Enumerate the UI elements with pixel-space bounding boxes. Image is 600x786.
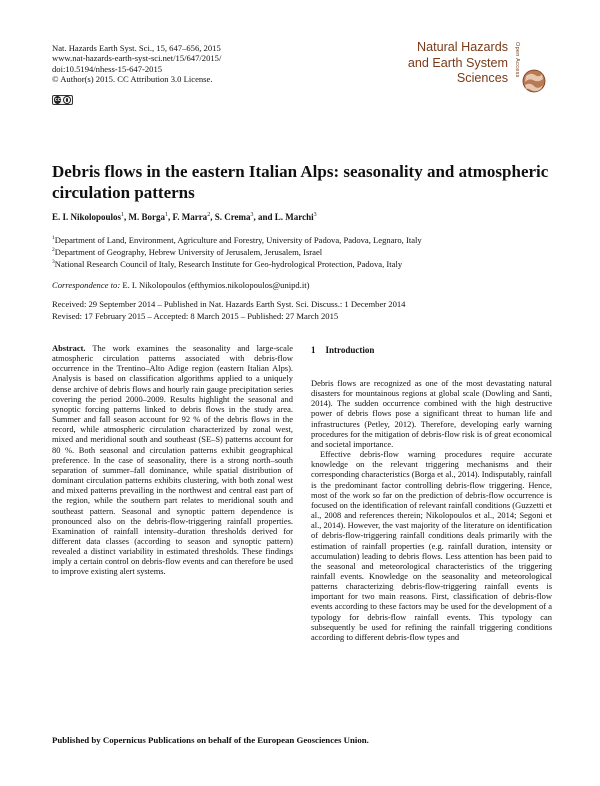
paper-title bbox=[52, 162, 552, 203]
author-separator: , bbox=[210, 212, 215, 222]
affiliation-number: 3 bbox=[52, 259, 55, 266]
attribution-icon bbox=[63, 96, 71, 104]
journal-name-line1: Natural Hazards bbox=[417, 40, 508, 54]
author-name: S. Crema bbox=[214, 212, 251, 222]
journal-logo bbox=[390, 40, 550, 100]
author-name: M. Borga bbox=[128, 212, 166, 222]
copyright: © Author(s) 2015. CC Attribution 3.0 License. bbox=[52, 74, 213, 85]
publisher-footer: Published by Copernicus Publications on behalf of the European Geosciences Union. bbox=[52, 735, 369, 745]
cc-icon: cc bbox=[54, 97, 61, 103]
doi[interactable]: doi:10.5194/nhess-15-647-2015 bbox=[52, 63, 163, 74]
affiliation-3 bbox=[52, 259, 402, 269]
correspondence bbox=[52, 280, 310, 290]
affiliation-number: 1 bbox=[52, 235, 55, 242]
header-info bbox=[52, 43, 221, 85]
affiliation-2 bbox=[52, 247, 322, 257]
globe-icon bbox=[521, 64, 547, 98]
author-affiliation-number: 1 bbox=[165, 212, 169, 218]
section-heading-introduction bbox=[311, 345, 374, 355]
affiliation-text: National Research Council of Italy, Research Institute for Geo-hydrological Protection, Padova, Italy bbox=[54, 259, 403, 269]
dates-line1: Received: 29 September 2014 – Published in Nat. Hazards Earth Syst. Sci. Discuss.: 1 December 2014 bbox=[52, 299, 406, 309]
paper-title-line2: circulation patterns bbox=[52, 182, 195, 202]
introduction-paragraph-2: Effective debris-flow warning procedures require accurate knowledge on the relevant triggering mechanisms and their corresponding characteristics (Borga et al., 2014). Indisputably, rainfall is the predominant factor controlling debris-flow triggering. Hence, most of the work so far on the prediction of debris-flow occurrence is focused on the identification of relevant rainfall conditions (Guzzetti et al., 2008 and references therein; Nikolopoulos et al., 2014; Segoni et al., 2014). However, the vast majority of the literature on identification of debris-flow-triggering rainfall conditions deals primarily with the estimation of rainfall properties (e.g. rainfall duration, intensity or accumulation) leading to debris flows. Less attention has been paid to the seasonal and meteorological characteristics of the triggering rainfall events. Knowledge on the seasonality and meteorological patterns characterizing debris-flow-triggering rainfall events is important for two main reasons. First, classification of debris-flow events according to these factors may be used for the development of a typology for debris-flow rainfall events. This typology can subsequently be used for refining the rainfall triggering conditions according to different debris-flow types and bbox=[311, 449, 552, 642]
journal-name-line3: Sciences bbox=[456, 71, 508, 86]
author-separator: , and bbox=[253, 212, 275, 222]
author-affiliation-number: 3 bbox=[313, 212, 317, 218]
journal-name-line2: and Earth System bbox=[407, 55, 508, 70]
abstract-label: Abstract. bbox=[52, 343, 86, 353]
open-access-label: Open Access bbox=[514, 42, 520, 78]
section-number: 1 bbox=[311, 345, 316, 355]
citation: Nat. Hazards Earth Syst. Sci., 15, 647–656, 2015 bbox=[52, 43, 221, 53]
author-name: L. Marchi bbox=[274, 212, 314, 222]
affiliation-1 bbox=[52, 235, 422, 245]
abstract-text: The work examines the seasonality and large-scale atmospheric circulation patterns associated with debris-flow occurrence in the Trentino–Alto Adige region (eastern Italian Alps). Analysis is based on classification algorithms applied to a uniquely dense archive of debris flows and hourly rain gauge precipitation series covering the period 2000–2009. Results highlight the seasonal and synoptic forcing patterns linked to debris flows in the study area. Summer and fall season account for 92 % of the debris flows in the record, while atmospheric circulation characterized by zonal west, mixed and meridional south and southeast (SE–S) patterns account for 80 %. Both seasonal and circulation patterns exhibit geographical preference. In the case of seasonality, there is a strong north–south separation of summer–fall dominance, while spatial distribution of dominant circulation patterns exhibits clustering, with both zonal west and mixed patterns prevailing in the northwest and central east part of the region, while the southern part relates to meridional south and southeast pattern. Seasonal and synoptic pattern dependence is pronounced also on the debris-flow-triggering rainfall properties. Examination of rainfall intensity–duration thresholds derived for different data classes (according to season and synoptic pattern) revealed a distinct variability in estimated thresholds. These findings imply a certain control on debris-flow events and can therefore be used to improve existing alert systems. bbox=[52, 343, 293, 577]
publication-dates bbox=[52, 298, 405, 322]
affiliation-number: 2 bbox=[52, 247, 55, 254]
paper-title-line1: Debris flows in the eastern Italian Alps: seasonality and atmospheric bbox=[52, 162, 549, 181]
affiliation-text: Department of Land, Environment, Agriculture and Forestry, University of Padova, Padova, Legnaro, Italy bbox=[54, 235, 422, 245]
correspondence-text[interactable]: E. I. Nikolopoulos (efthymios.nikolopoulos@unipd.it) bbox=[120, 280, 310, 290]
introduction-text bbox=[311, 378, 552, 642]
author-affiliation-number: 2 bbox=[207, 212, 211, 218]
author-affiliation-number: 1 bbox=[121, 212, 125, 218]
author-affiliation-number: 3 bbox=[250, 212, 254, 218]
author-separator: , bbox=[124, 212, 129, 222]
section-title: Introduction bbox=[325, 345, 375, 355]
author-name: E. I. Nikolopoulos bbox=[52, 212, 122, 222]
author-name: F. Marra bbox=[172, 212, 208, 222]
author-list bbox=[52, 212, 317, 222]
affiliation-text: Department of Geography, Hebrew University of Jerusalem, Jerusalem, Israel bbox=[54, 247, 323, 257]
correspondence-label: Correspondence to: bbox=[52, 280, 121, 290]
author-separator: , bbox=[168, 212, 173, 222]
dates-line2: Revised: 17 February 2015 – Accepted: 8 March 2015 – Published: 27 March 2015 bbox=[52, 311, 339, 321]
journal-url[interactable]: www.nat-hazards-earth-syst-sci.net/15/647/2015/ bbox=[52, 53, 222, 64]
cc-license-badge[interactable] bbox=[52, 95, 73, 105]
abstract bbox=[52, 343, 293, 577]
introduction-paragraph-1: Debris flows are recognized as one of the most devastating natural disasters for mountainous regions at global scale (Dowling and Santi, 2014). The sudden occurrence combined with the high destructive power of debris flows pose a significant threat to human life and infrastructures (Petley, 2012). Therefore, developing early warning procedures for the mitigation of debris-flow risk is of great economical and societal importance. bbox=[311, 378, 552, 449]
